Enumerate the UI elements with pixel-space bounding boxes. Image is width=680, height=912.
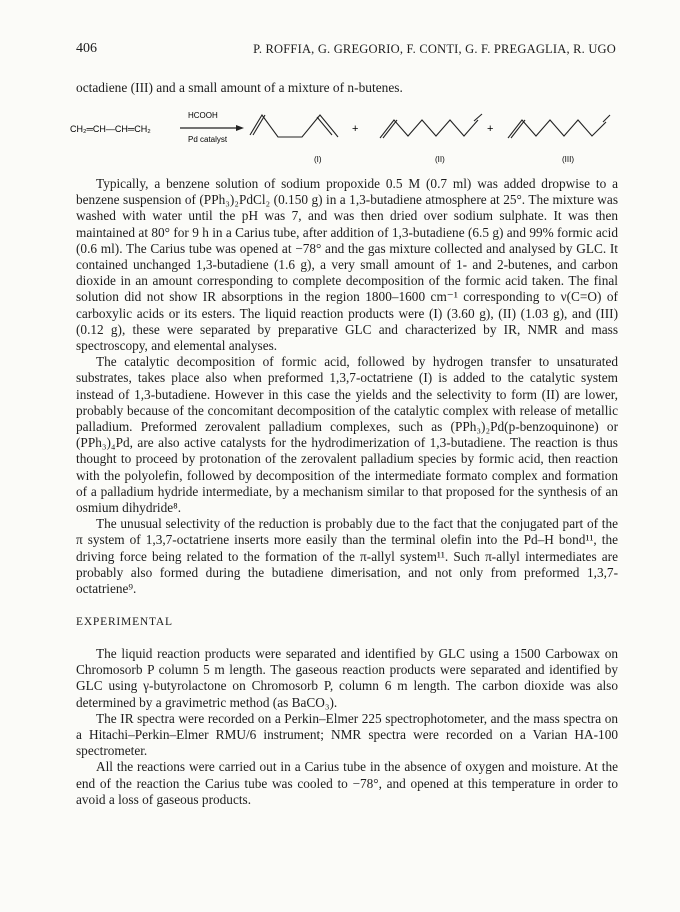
section-heading-experimental: EXPERIMENTAL [76, 616, 173, 628]
intro-line: octadiene (III) and a small amount of a mixture of n-butenes. [76, 80, 403, 95]
reagent-formic-acid: HCOOH [188, 111, 218, 120]
paragraph-spectra: The IR spectra were recorded on a Perkin–Elmer 225 spectrophotometer, and the mass spectra on a Hitachi–Perkin–Elmer RMU/6 instrument; NMR spectra were recorded on a Varian HA-100 spectrometer. [76, 710, 618, 759]
experimental-text [76, 646, 618, 808]
reactant-butadiene: CH₂═CH—CH═CH₂ [70, 124, 151, 134]
label-compound-II: (II) [435, 155, 445, 164]
main-text [76, 176, 618, 597]
structure-II [380, 114, 482, 138]
page-header [76, 41, 616, 61]
label-compound-I: (I) [314, 155, 322, 164]
paragraph-carius-tube: All the reactions were carried out in a Carius tube in the absence of oxygen and moisture. At the end of the reaction the Carius tube was cooled to −78°, and opened at this temperature in order to avoid a loss of gaseous products. [76, 759, 618, 807]
structure-I [250, 115, 338, 137]
reaction-arrow [180, 125, 244, 131]
reaction-scheme [70, 110, 630, 170]
paragraph-glc: The liquid reaction products were separated and identified by GLC using a 1500 Carbowax on Chromosorb P column 5 m length. The gaseous reaction products were separated and identified by GLC using γ-butyrolactone on Chromosorb P, column 6 m length. The carbon dioxide was also determined by a gravimetric method (as BaCO₃). [76, 646, 618, 710]
label-compound-III: (III) [562, 155, 574, 164]
paragraph-selectivity: The unusual selectivity of the reduction is probably due to the fact that the conjugated part of the π system of 1,3,7-octatriene inserts more easily than the terminal olefin into the Pd–H bond¹¹, the driving force being related to the formation of the π-allyl system¹¹. Such π-allyl intermediates are probably also formed during the butadiene dimerisation, and not only from preformed 1,3,7-octatriene⁹. [76, 516, 618, 597]
reagent-pd-catalyst: Pd catalyst [188, 135, 228, 144]
paragraph-synthesis: Typically, a benzene solution of sodium propoxide 0.5 M (0.7 ml) was added dropwise to a benzene suspension of (PPh₃)₂PdCl₂ (0.150 g) in a 1,3-butadiene atmosphere at 25°. The mixture was washed with water until the pH was 7, and was then dried over sodium sulphate. It was then maintained at 80° for 9 h in a Carius tube, after addition of 1,3-butadiene (6.5 g) and 99% formic acid (0.6 ml). The Carius tube was opened at −78° and the gas mixture collected and analysed by GLC. It contained unchanged 1,3-butadiene (1.6 g), a very small amount of 1- and 2-butenes, and carbon dioxide in an amount corresponding to complete decomposition of the formic acid taken. The final solution did not show IR absorptions in the region 1800–1600 cm⁻¹ corresponding to ν(C=O) of carboxylic acids or its esters. The liquid reaction products were (I) (3.60 g), (II) (1.03 g), and (III) (0.12 g), these were separated by preparative GLC and characterized by IR, NMR and mass spectroscopy, and elemental analyses. [76, 176, 618, 354]
structure-III [508, 115, 610, 138]
plus-sign-1: + [352, 123, 359, 135]
page-number: 406 [76, 41, 97, 56]
reaction-scheme-graphic [70, 110, 630, 170]
plus-sign-2: + [487, 123, 494, 135]
paragraph-mechanism: The catalytic decomposition of formic acid, followed by hydrogen transfer to unsaturated substrates, takes place also when preformed 1,3,7-octatriene (I) is added to the catalytic system instead of 1,3-butadiene. However in this case the yields and the selectivity to form (II) are lower, probably because of the concomitant decomposition of the catalytic complex with release of metallic palladium. Preformed zerovalent palladium complexes, such as (PPh₃)₂Pd(p-benzoquinone) or (PPh₃)₄Pd, are also active catalysts for the hydrodimerization of 1,3-butadiene. The reaction is thus thought to proceed by protonation of the zerovalent palladium species by formic acid, then reaction with the polyolefin, followed by decomposition of the intermediate formato complex and formation of a palladium hydride intermediate, by a mechanism similar to that proposed for the synthesis of an osmium dihydride⁸. [76, 354, 618, 516]
running-head-authors: P. ROFFIA, G. GREGORIO, F. CONTI, G. F. PREGAGLIA, R. UGO [253, 42, 616, 56]
